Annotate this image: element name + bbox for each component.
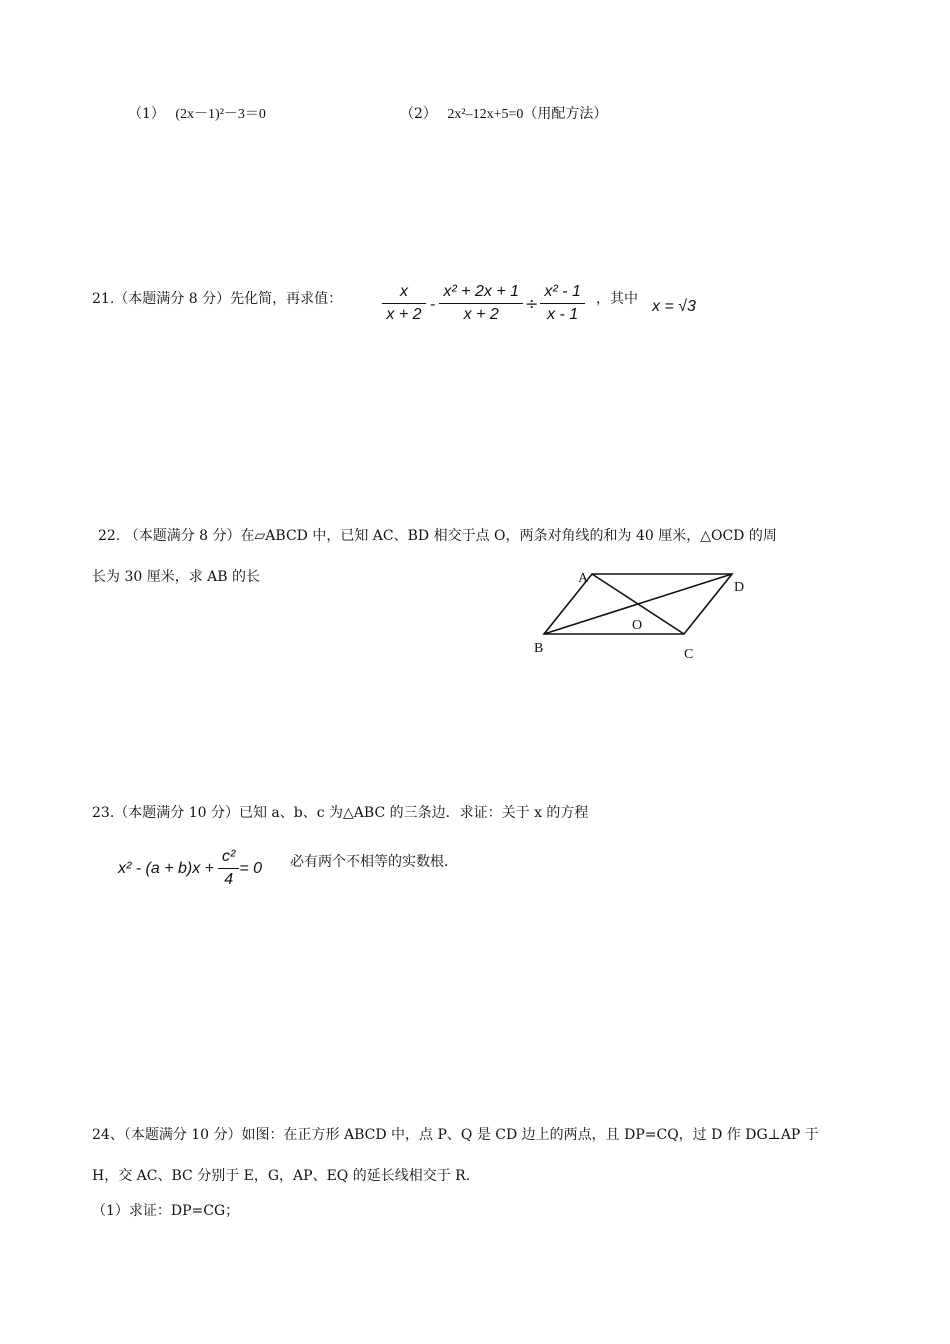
q20-part2-equation: 2x²–12x+5=0（用配方法） xyxy=(447,107,608,122)
label-a: A xyxy=(578,571,589,586)
q20-part1-equation: (2x－1)²－3＝0 xyxy=(175,107,266,122)
q24-line1: 24、（本题满分 10 分）如图：在正方形 ABCD 中，点 P、Q 是 CD 边上的两点，且 DP=CQ，过 D 作 DG⊥AP 于 xyxy=(92,1127,819,1143)
q21-fraction-1: $\frac{x}{x + 2}$ xyxy=(382,283,426,324)
label-c: C xyxy=(684,647,694,662)
q23-fraction: $\frac{\text{c²}}{4}$ xyxy=(218,848,239,889)
label-d: D xyxy=(734,580,745,595)
q21-expression xyxy=(382,283,585,324)
q22-line2: 长为 30 厘米，求 AB 的长 xyxy=(92,569,261,585)
q21-condition: x = √3 xyxy=(652,298,696,315)
q23-eq-left: x² - (a + b)x + xyxy=(118,859,215,877)
q21-fraction-2: $\frac{\text{x² + 2x + 1}}{x + 2}$ xyxy=(439,283,523,324)
q21-prefix: 21.（本题满分 8 分）先化简，再求值： xyxy=(92,291,343,307)
q20-part1-label: （1） xyxy=(128,106,165,122)
q23-tail: 必有两个不相等的实数根． xyxy=(290,854,458,870)
parallelogram-figure xyxy=(520,560,760,670)
q21-divide: ÷ xyxy=(525,294,539,313)
q23-equation xyxy=(118,848,262,889)
label-o: O xyxy=(632,618,643,633)
q23-line1: 23.（本题满分 10 分）已知 a、b、c 为△ABC 的三条边．求证：关于 x 的方程 xyxy=(92,805,589,821)
q21-minus: - xyxy=(430,294,436,313)
q20-part2-label: （2） xyxy=(400,106,437,122)
q22-line1: 22. （本题满分 8 分）在▱ABCD 中，已知 AC、BD 相交于点 O，两条对角线的和为 40 厘米，△OCD 的周 xyxy=(98,528,777,544)
label-b: B xyxy=(534,641,544,656)
q24-line2: H，交 AC、BC 分别于 E，G，AP、EQ 的延长线相交于 R. xyxy=(92,1168,471,1184)
q21-comma: ，其中 xyxy=(596,291,638,307)
q24-sub1: （1）求证：DP=CG； xyxy=(92,1203,240,1219)
q23-eq-right: = 0 xyxy=(239,859,263,877)
q21-fraction-3: $\frac{\text{x² - 1}}{x - 1}$ xyxy=(540,283,584,324)
q20-part2 xyxy=(400,103,607,123)
q20-part1 xyxy=(128,103,266,123)
